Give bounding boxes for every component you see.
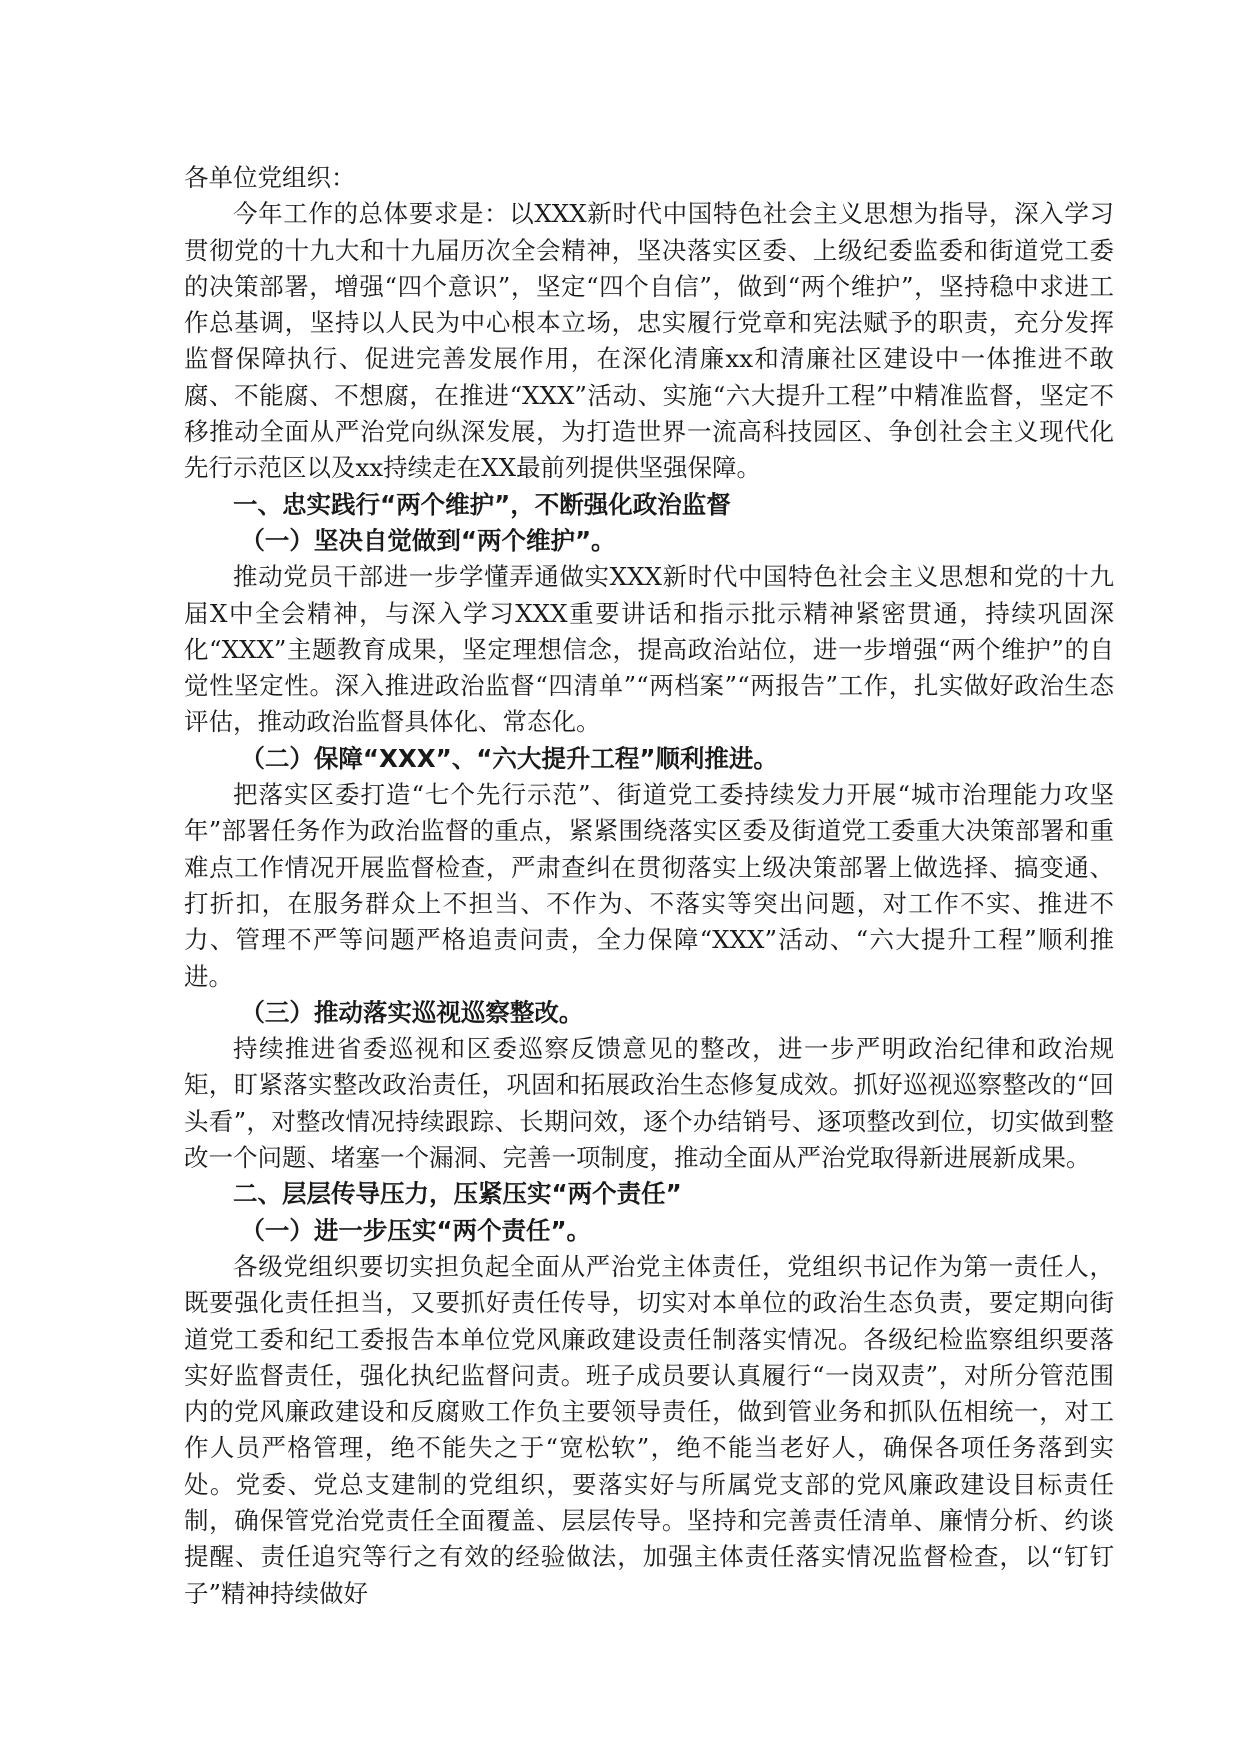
subsection-heading-1-1: （一）坚决自觉做到“两个维护”。 — [240, 525, 616, 555]
subsection-heading-2-1: （一）进一步压实“两个责任”。 — [240, 1215, 592, 1245]
paragraph-1-1: 推动党员干部进一步学懂弄通做实XXX新时代中国特色社会主义思想和党的十九届X中全会精神，与深入学习XXX重要讲话和指示批示精神紧密贯通，持续巩固深化“XXX”主题教育成果，坚定理想信念，提高政治站位，进一步增强“两个维护”的自觉性坚定性。深入推进政治监督“四清单”“两档案”“两报告”工作，扎实做好政治生态评估，推动政治监督具体化、常态化。 — [184, 562, 1114, 737]
section-heading-2: 二、层层传导压力，压紧压实“两个责任” — [233, 1179, 682, 1209]
salutation: 各单位党组织： — [184, 163, 356, 192]
document-page — [184, 160, 1114, 1612]
paragraph-1-3: 持续推进省委巡视和区委巡察反馈意见的整改，进一步严明政治纪律和政治规矩，盯紧落实整改政治责任，巩固和拓展政治生态修复成效。抓好巡视巡察整改的“回头看”，对整改情况持续跟踪、长期问效，逐个办结销号、逐项整改到位，切实做到整改一个问题、堵塞一个漏洞、完善一项制度，推动全面从严治党取得新进展新成果。 — [184, 1034, 1114, 1173]
intro-paragraph: 今年工作的总体要求是：以XXX新时代中国特色社会主义思想为指导，深入学习贯彻党的十九大和十九届历次全会精神，坚决落实区委、上级纪委监委和街道党工委的决策部署，增强“四个意识”，坚定“四个自信”，做到“两个维护”，坚持稳中求进工作总基调，坚持以人民为中心根本立场，忠实履行党章和宪法赋予的职责，充分发挥监督保障执行、促进完善发展作用，在深化清廉xx和清廉社区建设中一体推进不敢腐、不能腐、不想腐，在推进“XXX”活动、实施“六大提升工程”中精准监督，坚定不移推动全面从严治党向纵深发展，为打造世界一流高科技园区、争创社会主义现代化先行示范区以及xx持续走在XX最前列提供坚强保障。 — [184, 199, 1114, 483]
subsection-heading-1-3: （三）推动落实巡视巡察整改。 — [240, 997, 584, 1027]
paragraph-2-1: 各级党组织要切实担负起全面从严治党主体责任，党组织书记作为第一责任人，既要强化责任担当，又要抓好责任传导，切实对本单位的政治生态负责，要定期向街道党工委和纪工委报告本单位党风廉政建设责任制落实情况。各级纪检监察组织要落实好监督责任，强化执纪监督问责。班子成员要认真履行“一岗双责”，对所分管范围内的党风廉政建设和反腐败工作负主要领导责任，做到管业务和抓队伍相统一，对工作人员严格管理，绝不能失之于“宽松软”，绝不能当老好人，确保各项任务落到实处。党委、党总支建制的党组织，要落实好与所属党支部的党风廉政建设目标责任制，确保管党治党责任全面覆盖、层层传导。坚持和完善责任清单、廉情分析、约谈提醒、责任追究等行之有效的经验做法，加强主体责任落实情况监督检查，以“钉钉子”精神持续做好 — [184, 1251, 1114, 1608]
paragraph-1-2: 把落实区委打造“七个先行示范”、街道党工委持续发力开展“城市治理能力攻坚年”部署任务作为政治监督的重点，紧紧围绕落实区委及街道党工委重大决策部署和重难点工作情况开展监督检查，严肃查纠在贯彻落实上级决策部署上做选择、搞变通、打折扣，在服务群众上不担当、不作为、不落实等突出问题，对工作不实、推进不力、管理不严等问题严格追责问责，全力保障“XXX”活动、“六大提升工程”顺利推进。 — [184, 780, 1114, 991]
subsection-heading-1-2: （二）保障“XXX”、“六大提升工程”顺利推进。 — [240, 743, 778, 773]
section-heading-1: 一、忠实践行“两个维护”，不断强化政治监督 — [233, 489, 731, 519]
